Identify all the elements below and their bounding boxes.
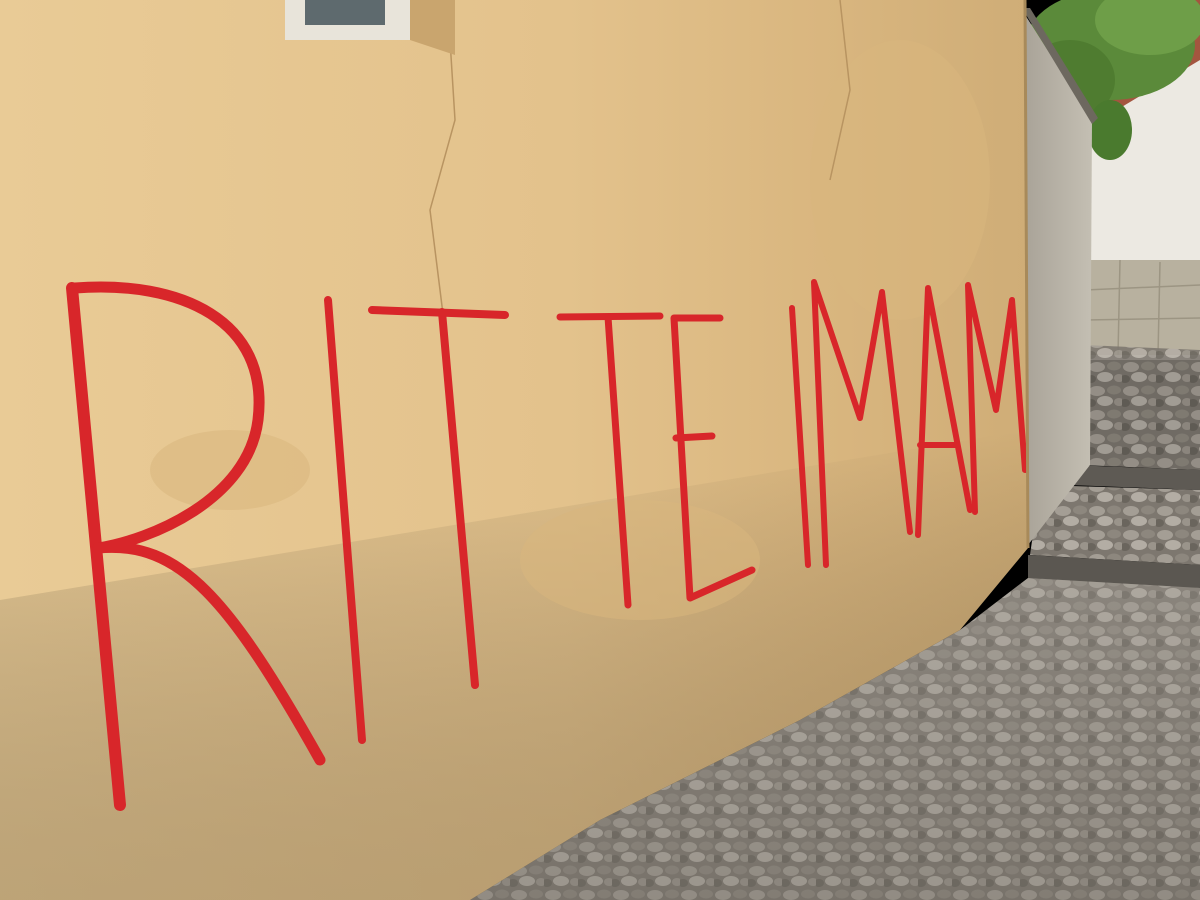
far-building-stone-base (1085, 260, 1200, 355)
far-cobbled-path (1080, 345, 1200, 470)
graffiti-letter-e-mid (676, 436, 712, 438)
